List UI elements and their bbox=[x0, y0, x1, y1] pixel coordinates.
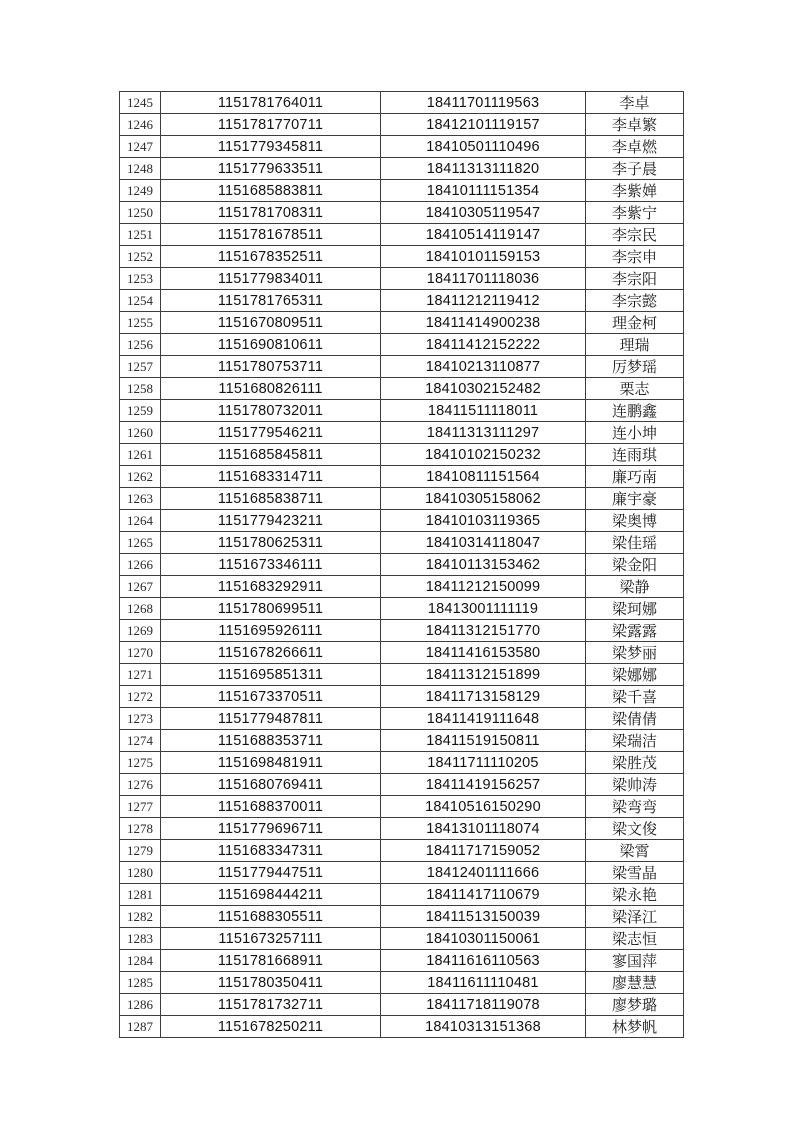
table-row bbox=[120, 356, 684, 378]
exam-ticket-number: 18411412152222 bbox=[381, 334, 586, 356]
row-sequence-number: 1286 bbox=[120, 994, 161, 1016]
table-row bbox=[120, 928, 684, 950]
table-row bbox=[120, 884, 684, 906]
row-sequence-number: 1270 bbox=[120, 642, 161, 664]
candidate-name: 梁雪晶 bbox=[586, 862, 684, 884]
table-row bbox=[120, 686, 684, 708]
row-sequence-number: 1266 bbox=[120, 554, 161, 576]
row-sequence-number: 1253 bbox=[120, 268, 161, 290]
candidate-name: 连小坤 bbox=[586, 422, 684, 444]
row-sequence-number: 1268 bbox=[120, 598, 161, 620]
registration-number: 1151779423211 bbox=[161, 510, 381, 532]
exam-ticket-number: 18410103119365 bbox=[381, 510, 586, 532]
table-row bbox=[120, 554, 684, 576]
exam-ticket-number: 18410102150232 bbox=[381, 444, 586, 466]
exam-ticket-number: 18411212150099 bbox=[381, 576, 586, 598]
registration-number: 1151673370511 bbox=[161, 686, 381, 708]
registration-number: 1151780753711 bbox=[161, 356, 381, 378]
candidate-name: 李宗申 bbox=[586, 246, 684, 268]
candidate-name: 梁奥博 bbox=[586, 510, 684, 532]
row-sequence-number: 1276 bbox=[120, 774, 161, 796]
row-sequence-number: 1264 bbox=[120, 510, 161, 532]
table-row bbox=[120, 268, 684, 290]
table-row bbox=[120, 114, 684, 136]
candidate-name: 廉巧南 bbox=[586, 466, 684, 488]
candidate-name: 梁佳瑶 bbox=[586, 532, 684, 554]
exam-ticket-number: 18410501110496 bbox=[381, 136, 586, 158]
table-row bbox=[120, 796, 684, 818]
exam-ticket-number: 18411519150811 bbox=[381, 730, 586, 752]
registration-number: 1151670809511 bbox=[161, 312, 381, 334]
exam-ticket-number: 18411419156257 bbox=[381, 774, 586, 796]
candidate-name: 廖慧慧 bbox=[586, 972, 684, 994]
row-sequence-number: 1265 bbox=[120, 532, 161, 554]
exam-ticket-number: 18410516150290 bbox=[381, 796, 586, 818]
exam-ticket-number: 18411312151899 bbox=[381, 664, 586, 686]
row-sequence-number: 1259 bbox=[120, 400, 161, 422]
candidate-name: 梁娜娜 bbox=[586, 664, 684, 686]
registration-number: 1151779546211 bbox=[161, 422, 381, 444]
table-row bbox=[120, 664, 684, 686]
table-row bbox=[120, 466, 684, 488]
candidate-name: 梁文俊 bbox=[586, 818, 684, 840]
table-row bbox=[120, 576, 684, 598]
candidate-name: 李宗懿 bbox=[586, 290, 684, 312]
exam-ticket-number: 18412101119157 bbox=[381, 114, 586, 136]
candidate-name: 连鹏鑫 bbox=[586, 400, 684, 422]
table-row bbox=[120, 972, 684, 994]
registration-number: 1151673346111 bbox=[161, 554, 381, 576]
registration-number: 1151685883811 bbox=[161, 180, 381, 202]
registration-number: 1151781770711 bbox=[161, 114, 381, 136]
table-row bbox=[120, 422, 684, 444]
table-row bbox=[120, 378, 684, 400]
candidate-name: 梁弯弯 bbox=[586, 796, 684, 818]
registration-number: 1151779834011 bbox=[161, 268, 381, 290]
candidate-name: 李卓燃 bbox=[586, 136, 684, 158]
candidate-name: 李宗阳 bbox=[586, 268, 684, 290]
exam-ticket-number: 18411711110205 bbox=[381, 752, 586, 774]
table-row bbox=[120, 290, 684, 312]
registration-number: 1151779633511 bbox=[161, 158, 381, 180]
exam-ticket-number: 18411313111820 bbox=[381, 158, 586, 180]
candidate-roster-table bbox=[119, 91, 684, 1038]
candidate-name: 李子晨 bbox=[586, 158, 684, 180]
candidate-name: 李宗民 bbox=[586, 224, 684, 246]
row-sequence-number: 1281 bbox=[120, 884, 161, 906]
exam-ticket-number: 18411701118036 bbox=[381, 268, 586, 290]
candidate-name: 连雨琪 bbox=[586, 444, 684, 466]
registration-number: 1151779696711 bbox=[161, 818, 381, 840]
exam-ticket-number: 18411417110679 bbox=[381, 884, 586, 906]
table-row bbox=[120, 92, 684, 114]
candidate-name: 李卓繁 bbox=[586, 114, 684, 136]
candidate-name: 梁金阳 bbox=[586, 554, 684, 576]
candidate-name: 理瑞 bbox=[586, 334, 684, 356]
row-sequence-number: 1284 bbox=[120, 950, 161, 972]
row-sequence-number: 1252 bbox=[120, 246, 161, 268]
exam-ticket-number: 18410302152482 bbox=[381, 378, 586, 400]
registration-number: 1151690810611 bbox=[161, 334, 381, 356]
registration-number: 1151781708311 bbox=[161, 202, 381, 224]
table-row bbox=[120, 400, 684, 422]
row-sequence-number: 1248 bbox=[120, 158, 161, 180]
exam-ticket-number: 18410301150061 bbox=[381, 928, 586, 950]
registration-number: 1151683292911 bbox=[161, 576, 381, 598]
table-row bbox=[120, 708, 684, 730]
registration-number: 1151695851311 bbox=[161, 664, 381, 686]
registration-number: 1151678266611 bbox=[161, 642, 381, 664]
exam-ticket-number: 18413001111119 bbox=[381, 598, 586, 620]
registration-number: 1151780625311 bbox=[161, 532, 381, 554]
table-row bbox=[120, 994, 684, 1016]
exam-ticket-number: 18410111151354 bbox=[381, 180, 586, 202]
exam-ticket-number: 18411713158129 bbox=[381, 686, 586, 708]
row-sequence-number: 1287 bbox=[120, 1016, 161, 1038]
registration-number: 1151781668911 bbox=[161, 950, 381, 972]
exam-ticket-number: 18410213110877 bbox=[381, 356, 586, 378]
registration-number: 1151688370011 bbox=[161, 796, 381, 818]
row-sequence-number: 1257 bbox=[120, 356, 161, 378]
candidate-name: 梁胜茂 bbox=[586, 752, 684, 774]
table-row bbox=[120, 202, 684, 224]
candidate-name: 廖梦璐 bbox=[586, 994, 684, 1016]
candidate-name: 梁瑞洁 bbox=[586, 730, 684, 752]
table-row bbox=[120, 598, 684, 620]
registration-number: 1151688353711 bbox=[161, 730, 381, 752]
exam-ticket-number: 18410305158062 bbox=[381, 488, 586, 510]
registration-number: 1151673257111 bbox=[161, 928, 381, 950]
row-sequence-number: 1274 bbox=[120, 730, 161, 752]
table-row bbox=[120, 488, 684, 510]
table-row bbox=[120, 642, 684, 664]
table-row bbox=[120, 730, 684, 752]
candidate-name: 李紫宁 bbox=[586, 202, 684, 224]
row-sequence-number: 1246 bbox=[120, 114, 161, 136]
exam-ticket-number: 18410314118047 bbox=[381, 532, 586, 554]
candidate-name: 梁梦丽 bbox=[586, 642, 684, 664]
exam-ticket-number: 18410113153462 bbox=[381, 554, 586, 576]
table-row bbox=[120, 180, 684, 202]
exam-ticket-number: 18410811151564 bbox=[381, 466, 586, 488]
exam-ticket-number: 18411717159052 bbox=[381, 840, 586, 862]
row-sequence-number: 1249 bbox=[120, 180, 161, 202]
registration-number: 1151780350411 bbox=[161, 972, 381, 994]
table-row bbox=[120, 136, 684, 158]
row-sequence-number: 1245 bbox=[120, 92, 161, 114]
row-sequence-number: 1256 bbox=[120, 334, 161, 356]
exam-ticket-number: 18411611110481 bbox=[381, 972, 586, 994]
row-sequence-number: 1258 bbox=[120, 378, 161, 400]
exam-ticket-number: 18411414900238 bbox=[381, 312, 586, 334]
row-sequence-number: 1269 bbox=[120, 620, 161, 642]
candidate-name: 理金柯 bbox=[586, 312, 684, 334]
table-row bbox=[120, 312, 684, 334]
row-sequence-number: 1278 bbox=[120, 818, 161, 840]
table-row bbox=[120, 774, 684, 796]
candidate-name: 梁志恒 bbox=[586, 928, 684, 950]
registration-number: 1151680826111 bbox=[161, 378, 381, 400]
exam-ticket-number: 18411416153580 bbox=[381, 642, 586, 664]
registration-number: 1151781765311 bbox=[161, 290, 381, 312]
table-row bbox=[120, 334, 684, 356]
exam-ticket-number: 18412401111666 bbox=[381, 862, 586, 884]
registration-number: 1151780699511 bbox=[161, 598, 381, 620]
candidate-name: 寥国萍 bbox=[586, 950, 684, 972]
row-sequence-number: 1263 bbox=[120, 488, 161, 510]
row-sequence-number: 1279 bbox=[120, 840, 161, 862]
table-row bbox=[120, 158, 684, 180]
row-sequence-number: 1275 bbox=[120, 752, 161, 774]
candidate-name: 梁千喜 bbox=[586, 686, 684, 708]
registration-number: 1151680769411 bbox=[161, 774, 381, 796]
row-sequence-number: 1255 bbox=[120, 312, 161, 334]
candidate-name: 梁露露 bbox=[586, 620, 684, 642]
table-row bbox=[120, 1016, 684, 1038]
table-row bbox=[120, 818, 684, 840]
exam-ticket-number: 18410305119547 bbox=[381, 202, 586, 224]
candidate-name: 梁珂娜 bbox=[586, 598, 684, 620]
candidate-name: 梁泽江 bbox=[586, 906, 684, 928]
registration-number: 1151698444211 bbox=[161, 884, 381, 906]
registration-number: 1151688305511 bbox=[161, 906, 381, 928]
candidate-name: 梁倩倩 bbox=[586, 708, 684, 730]
candidate-name: 梁帅涛 bbox=[586, 774, 684, 796]
registration-number: 1151695926111 bbox=[161, 620, 381, 642]
exam-ticket-number: 18411701119563 bbox=[381, 92, 586, 114]
row-sequence-number: 1280 bbox=[120, 862, 161, 884]
row-sequence-number: 1251 bbox=[120, 224, 161, 246]
registration-number: 1151678250211 bbox=[161, 1016, 381, 1038]
registration-number: 1151683314711 bbox=[161, 466, 381, 488]
row-sequence-number: 1262 bbox=[120, 466, 161, 488]
exam-ticket-number: 18411419111648 bbox=[381, 708, 586, 730]
exam-ticket-number: 18411313111297 bbox=[381, 422, 586, 444]
table-row bbox=[120, 532, 684, 554]
candidate-name: 厉梦瑶 bbox=[586, 356, 684, 378]
registration-number: 1151698481911 bbox=[161, 752, 381, 774]
registration-number: 1151685838711 bbox=[161, 488, 381, 510]
row-sequence-number: 1267 bbox=[120, 576, 161, 598]
exam-ticket-number: 18410514119147 bbox=[381, 224, 586, 246]
row-sequence-number: 1273 bbox=[120, 708, 161, 730]
table-row bbox=[120, 950, 684, 972]
exam-ticket-number: 18411513150039 bbox=[381, 906, 586, 928]
candidate-name: 栗志 bbox=[586, 378, 684, 400]
table-row bbox=[120, 840, 684, 862]
row-sequence-number: 1254 bbox=[120, 290, 161, 312]
row-sequence-number: 1285 bbox=[120, 972, 161, 994]
exam-ticket-number: 18410101159153 bbox=[381, 246, 586, 268]
row-sequence-number: 1283 bbox=[120, 928, 161, 950]
roster-table-body bbox=[120, 92, 684, 1038]
table-row bbox=[120, 246, 684, 268]
exam-ticket-number: 18411616110563 bbox=[381, 950, 586, 972]
row-sequence-number: 1247 bbox=[120, 136, 161, 158]
table-row bbox=[120, 620, 684, 642]
row-sequence-number: 1282 bbox=[120, 906, 161, 928]
row-sequence-number: 1261 bbox=[120, 444, 161, 466]
registration-number: 1151781678511 bbox=[161, 224, 381, 246]
registration-number: 1151779487811 bbox=[161, 708, 381, 730]
registration-number: 1151685845811 bbox=[161, 444, 381, 466]
row-sequence-number: 1277 bbox=[120, 796, 161, 818]
candidate-name: 李紫婵 bbox=[586, 180, 684, 202]
table-row bbox=[120, 862, 684, 884]
exam-ticket-number: 18411511118011 bbox=[381, 400, 586, 422]
registration-number: 1151779447511 bbox=[161, 862, 381, 884]
candidate-name: 廉宇豪 bbox=[586, 488, 684, 510]
exam-ticket-number: 18411312151770 bbox=[381, 620, 586, 642]
row-sequence-number: 1260 bbox=[120, 422, 161, 444]
candidate-name: 梁静 bbox=[586, 576, 684, 598]
table-row bbox=[120, 510, 684, 532]
table-row bbox=[120, 906, 684, 928]
row-sequence-number: 1250 bbox=[120, 202, 161, 224]
registration-number: 1151781732711 bbox=[161, 994, 381, 1016]
exam-ticket-number: 18411212119412 bbox=[381, 290, 586, 312]
candidate-name: 梁永艳 bbox=[586, 884, 684, 906]
exam-ticket-number: 18411718119078 bbox=[381, 994, 586, 1016]
registration-number: 1151683347311 bbox=[161, 840, 381, 862]
row-sequence-number: 1271 bbox=[120, 664, 161, 686]
registration-number: 1151678352511 bbox=[161, 246, 381, 268]
registration-number: 1151780732011 bbox=[161, 400, 381, 422]
exam-ticket-number: 18410313151368 bbox=[381, 1016, 586, 1038]
registration-number: 1151781764011 bbox=[161, 92, 381, 114]
candidate-name: 李卓 bbox=[586, 92, 684, 114]
table-row bbox=[120, 752, 684, 774]
row-sequence-number: 1272 bbox=[120, 686, 161, 708]
candidate-name: 梁霄 bbox=[586, 840, 684, 862]
table-row bbox=[120, 224, 684, 246]
registration-number: 1151779345811 bbox=[161, 136, 381, 158]
table-row bbox=[120, 444, 684, 466]
exam-ticket-number: 18413101118074 bbox=[381, 818, 586, 840]
candidate-name: 林梦帆 bbox=[586, 1016, 684, 1038]
